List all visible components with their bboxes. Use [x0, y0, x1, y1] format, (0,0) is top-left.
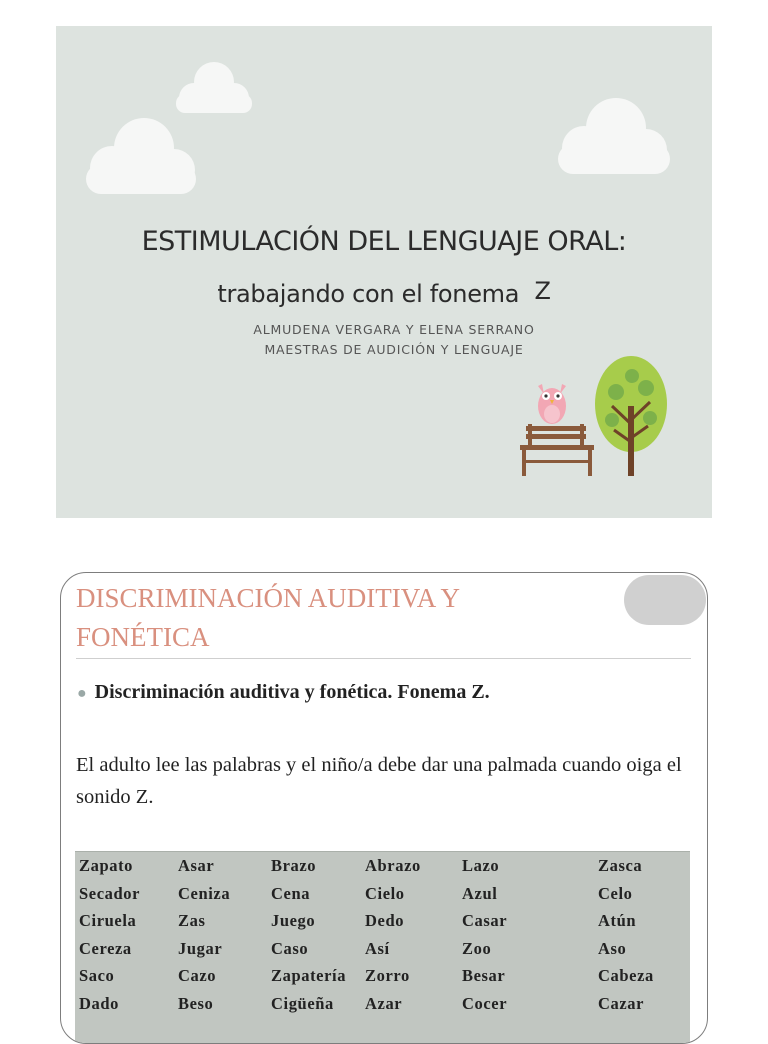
word-cell: Secador	[79, 883, 141, 903]
authors-role: MAESTRAS DE AUDICIÓN Y LENGUAJE	[264, 342, 524, 357]
divider	[76, 658, 691, 659]
cloud-left	[82, 110, 202, 196]
word-cell: Zasca	[598, 856, 643, 875]
authors-names: ALMUDENA VERGARA Y ELENA SERRANO	[253, 322, 535, 337]
word-table	[75, 851, 690, 1044]
word-cell: Caso	[271, 938, 309, 958]
word-cell: Beso	[178, 994, 214, 1013]
word-cell: Cielo	[365, 883, 405, 903]
word-cell: Zapato	[79, 856, 134, 875]
word-cell: Abrazo	[365, 856, 421, 875]
instruction-paragraph: El adulto lee las palabras y el niño/a debe dar una palmada cuando oiga el sonido Z.	[76, 754, 682, 808]
word-cell: Besar	[462, 966, 506, 986]
word-cell: Zapatería	[271, 966, 347, 986]
word-cell: Cigüeña	[271, 994, 334, 1013]
phoneme-letter: Z	[534, 277, 551, 305]
presentation-title: ESTIMULACIÓN DEL LENGUAJE ORAL:	[141, 226, 627, 257]
word-cell: Cena	[271, 883, 311, 903]
content-slide	[60, 572, 708, 1044]
word-cell: Juego	[271, 911, 316, 931]
word-cell: Brazo	[271, 856, 317, 875]
word-cell: Así	[365, 938, 390, 958]
word-cell: Zorro	[365, 966, 410, 986]
word-cell: Cereza	[79, 938, 132, 958]
word-cell: Cazo	[178, 966, 217, 986]
word-cell: Saco	[79, 966, 115, 986]
bullet-text: Discriminación auditiva y fonética. Fonema Z.	[94, 681, 490, 703]
word-cell: Ceniza	[178, 883, 231, 903]
bullet-icon: ●	[77, 685, 87, 702]
word-cell: Zoo	[462, 938, 492, 958]
cloud-right	[554, 92, 674, 178]
word-cell: Asar	[178, 856, 215, 875]
word-cell: Lazo	[462, 856, 500, 875]
word-cell: Casar	[462, 911, 508, 931]
word-cell: Ciruela	[79, 911, 137, 931]
owl-bench-tree-illustration	[516, 346, 676, 486]
title-slide	[56, 26, 712, 518]
word-cell: Dado	[79, 994, 119, 1013]
presentation-subtitle	[56, 277, 712, 308]
logo-badge	[624, 575, 706, 625]
subtitle-text: trabajando con el fonema	[217, 280, 520, 308]
word-cell: Azul	[462, 883, 498, 903]
word-cell: Celo	[598, 883, 633, 903]
word-cell: Cazar	[598, 994, 645, 1013]
word-cell: Jugar	[178, 938, 223, 958]
word-cell: Aso	[598, 938, 627, 958]
word-cell: Cocer	[462, 994, 508, 1013]
word-cell: Zas	[178, 911, 206, 931]
heading-line-1: DISCRIMINACIÓN AUDITIVA Y	[76, 583, 461, 613]
heading-line-2: FONÉTICA	[76, 622, 210, 652]
cloud-small	[172, 54, 256, 116]
word-cell: Atún	[598, 911, 637, 931]
word-cell: Dedo	[365, 911, 405, 931]
bullet-item	[77, 681, 490, 704]
slide-heading	[76, 579, 596, 657]
word-cell: Cabeza	[598, 966, 654, 986]
word-cell: Azar	[365, 994, 403, 1013]
